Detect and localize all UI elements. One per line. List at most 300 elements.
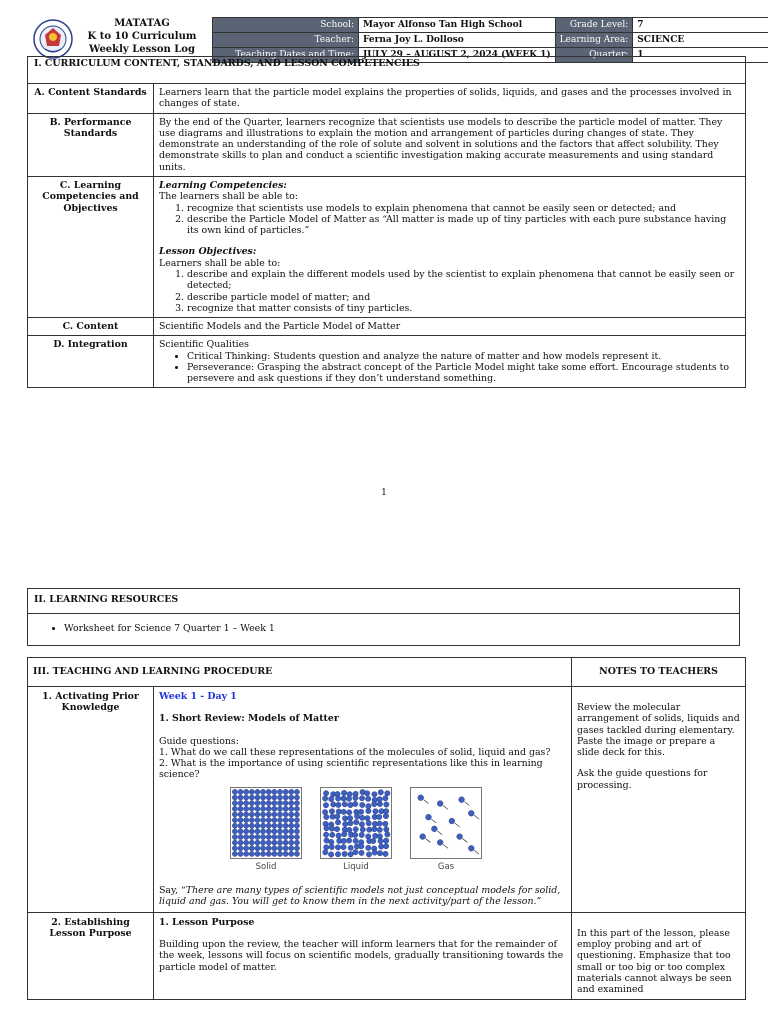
- particle: [336, 809, 341, 814]
- particle: [323, 849, 328, 854]
- particle: [378, 789, 383, 794]
- particle: [232, 806, 237, 811]
- particle: [272, 828, 277, 833]
- competencies-label: C. Learning Competencies and Objectives: [28, 176, 154, 317]
- particle: [365, 796, 370, 801]
- particle: [272, 851, 277, 856]
- particle: [366, 820, 371, 825]
- solid-particles-image: [230, 787, 302, 859]
- particle: [294, 789, 299, 794]
- particle: [383, 851, 388, 856]
- matter-models-figure: [230, 787, 566, 872]
- learning-resources-box: [27, 588, 740, 646]
- particle: [249, 845, 254, 850]
- particle: [371, 801, 376, 806]
- motion-arrow: [431, 819, 436, 823]
- particle: [294, 834, 299, 839]
- particle: [329, 839, 334, 844]
- particle: [341, 844, 346, 849]
- particle: [255, 789, 260, 794]
- gas-caption: Gas: [437, 861, 455, 872]
- dates-value: JULY 29 – AUGUST 2, 2024 (WEEK 1): [359, 48, 556, 63]
- particle: [348, 851, 353, 856]
- particle: [277, 823, 282, 828]
- grade-level-value: 7: [633, 18, 768, 33]
- particle: [359, 832, 364, 837]
- particle: [348, 820, 353, 825]
- particle: [249, 800, 254, 805]
- particle: [238, 789, 243, 794]
- motion-arrow: [474, 850, 479, 854]
- particle: [377, 801, 382, 806]
- lo-intro: Learners shall be able to:: [159, 257, 281, 269]
- particle: [238, 817, 243, 822]
- particle: [342, 801, 347, 806]
- particle: [272, 834, 277, 839]
- particle: [272, 845, 277, 850]
- particle: [377, 833, 382, 838]
- particle: [341, 838, 346, 843]
- particle: [232, 823, 237, 828]
- particle: [249, 812, 254, 817]
- particle: [353, 801, 358, 806]
- particle: [260, 828, 265, 833]
- particle: [323, 790, 328, 795]
- particle: [238, 795, 243, 800]
- particle: [255, 800, 260, 805]
- liquid-caption: Liquid: [343, 861, 369, 872]
- review-heading: 1. Short Review: Models of Matter: [159, 713, 339, 725]
- particle: [289, 851, 294, 856]
- particle: [449, 818, 455, 824]
- deped-seal: [33, 19, 73, 59]
- particle: [426, 814, 432, 820]
- lesson-purpose-label: 2. Establishing Lesson Purpose: [28, 912, 154, 1000]
- particle: [323, 802, 328, 807]
- particle: [238, 828, 243, 833]
- particle: [272, 817, 277, 822]
- content-standards-label: A. Content Standards: [28, 84, 154, 114]
- say-statement: [159, 885, 566, 908]
- particle: [232, 845, 237, 850]
- particle: [334, 826, 339, 831]
- title-line: MATATAG: [114, 18, 170, 29]
- particle: [294, 828, 299, 833]
- particle: [354, 819, 359, 824]
- particle: [266, 795, 271, 800]
- particle: [346, 837, 351, 842]
- activating-cell: [154, 687, 572, 913]
- particle: [277, 817, 282, 822]
- particle: [283, 806, 288, 811]
- notes-title: NOTES TO TEACHERS: [572, 658, 746, 687]
- particle: [330, 832, 335, 837]
- particle: [385, 790, 390, 795]
- particle: [244, 789, 249, 794]
- particle: [232, 834, 237, 839]
- particle: [354, 813, 359, 818]
- particle: [289, 812, 294, 817]
- guide-title: Guide questions:: [159, 735, 239, 747]
- particle: [342, 851, 347, 856]
- particle: [289, 806, 294, 811]
- particle: [272, 789, 277, 794]
- lc-intro: The learners shall be able to:: [159, 191, 298, 203]
- particle: [244, 823, 249, 828]
- particle: [383, 838, 388, 843]
- particle: [289, 823, 294, 828]
- particle: [232, 851, 237, 856]
- section2-title: II. LEARNING RESOURCES: [28, 589, 739, 614]
- particle: [328, 851, 333, 856]
- particle: [277, 795, 282, 800]
- particle: [377, 814, 382, 819]
- particle: [238, 840, 243, 845]
- particle: [383, 821, 388, 826]
- particle: [244, 851, 249, 856]
- particle: [249, 828, 254, 833]
- particle: [255, 806, 260, 811]
- particle: [272, 812, 277, 817]
- particle: [324, 814, 329, 819]
- particle: [329, 844, 334, 849]
- content-standards-text: Learners learn that the particle model explains the properties of solids, liquids, and gases and the processes involved in changes of state.: [154, 84, 746, 114]
- particle: [343, 821, 348, 826]
- particle: [260, 823, 265, 828]
- particle: [260, 812, 265, 817]
- activating-notes: [572, 687, 746, 913]
- particle: [260, 834, 265, 839]
- particle: [249, 851, 254, 856]
- particle: [266, 828, 271, 833]
- particle: [260, 840, 265, 845]
- learning-area-value: SCIENCE: [633, 33, 768, 48]
- particle: [277, 812, 282, 817]
- particle: [289, 840, 294, 845]
- teacher-value: Ferna Joy L. Dolloso: [359, 33, 556, 48]
- particle: [283, 851, 288, 856]
- particle: [277, 851, 282, 856]
- particle: [266, 812, 271, 817]
- performance-standards-label: B. Performance Standards: [28, 113, 154, 176]
- school-value: Mayor Alfonso Tan High School: [359, 18, 556, 33]
- particle: [244, 834, 249, 839]
- particle: [377, 827, 382, 832]
- motion-arrow: [426, 838, 431, 842]
- dates-label: Teaching Dates and Time:: [213, 48, 359, 63]
- particle: [294, 812, 299, 817]
- motion-arrow: [455, 823, 460, 827]
- page-number: 1: [381, 488, 387, 498]
- particle: [289, 828, 294, 833]
- particle: [249, 789, 254, 794]
- particle: [294, 823, 299, 828]
- particle: [353, 849, 358, 854]
- particle: [342, 831, 347, 836]
- particle: [255, 817, 260, 822]
- procedure-table: [27, 657, 746, 1000]
- particle: [431, 826, 437, 832]
- particle: [283, 845, 288, 850]
- particle: [249, 806, 254, 811]
- gas-model: [410, 787, 482, 872]
- lesson-purpose-notes: [572, 912, 746, 1000]
- competencies-cell: [154, 176, 746, 317]
- particle: [238, 800, 243, 805]
- particle: [346, 796, 351, 801]
- particle: [266, 823, 271, 828]
- particle: [283, 823, 288, 828]
- particle: [366, 808, 371, 813]
- particle: [244, 840, 249, 845]
- particle: [232, 789, 237, 794]
- particle: [255, 840, 260, 845]
- particle: [360, 827, 365, 832]
- integration-item: • Perseverance: Grasping the abstract concept of the Particle Model might take some effort. Encourage students to persevere and ask questions if they don’t understand something.: [187, 362, 740, 385]
- quarter-value: 1: [633, 48, 768, 63]
- particle: [323, 832, 328, 837]
- particle: [437, 800, 443, 806]
- particle: [249, 834, 254, 839]
- particle: [353, 826, 358, 831]
- particle: [324, 844, 329, 849]
- particle: [232, 817, 237, 822]
- particle: [266, 845, 271, 850]
- particle: [457, 833, 463, 839]
- motion-arrow: [443, 805, 448, 809]
- note-review: Review the molecular arrangement of solids, liquids and gases tackled during elementary. Paste the image or prepare a slide deck for this.: [577, 702, 740, 759]
- particle: [277, 806, 282, 811]
- performance-standards-text: By the end of the Quarter, learners recognize that scientists use models to describe the particle model of matter. They use diagrams and illustrations to explain the motion and arrangement of particles during changes of state. They demonstrate an understanding of the role of solute and solvent in solutions and the factors that affect solubility. They demonstrate skills to plan and conduct a scientific investigation making accurate measurements and using standard units.: [154, 113, 746, 176]
- particle: [238, 845, 243, 850]
- particle: [244, 828, 249, 833]
- particle: [359, 850, 364, 855]
- motion-arrow: [437, 830, 442, 834]
- particle: [277, 789, 282, 794]
- lo-item: 3. recognize that matter consists of tiny particles.: [187, 303, 740, 314]
- particle: [238, 823, 243, 828]
- note-probing: In this part of the lesson, please employ probing and art of questioning. Emphasize that too small or too big or too complex materials cannot always be seen and examined: [577, 927, 732, 996]
- particle: [341, 795, 346, 800]
- day-label: Week 1 - Day 1: [159, 691, 237, 702]
- grade-level-label: Grade Level:: [555, 18, 633, 33]
- particle: [324, 825, 329, 830]
- particle: [266, 851, 271, 856]
- particle: [359, 802, 364, 807]
- particle: [260, 817, 265, 822]
- particle: [322, 795, 327, 800]
- particle: [336, 833, 341, 838]
- particle: [359, 815, 364, 820]
- particle: [277, 845, 282, 850]
- lo-title: Lesson Objectives:: [159, 246, 257, 258]
- particle: [266, 834, 271, 839]
- particle: [328, 796, 333, 801]
- particle: [359, 821, 364, 826]
- particle: [289, 817, 294, 822]
- particle: [232, 828, 237, 833]
- resource-item: • Worksheet for Science 7 Quarter 1 – Week 1: [64, 623, 739, 634]
- lc-item: 2. describe the Particle Model of Matter as “All matter is made up of tiny particles with each pure substance having its own kind of particles.”: [187, 214, 740, 237]
- particle: [352, 832, 357, 837]
- particle: [277, 840, 282, 845]
- gas-particles-image: [410, 787, 482, 859]
- integration-item: • Critical Thinking: Students question and analyze the nature of matter and how models represent it.: [187, 351, 740, 362]
- particle: [420, 833, 426, 839]
- particle: [335, 795, 340, 800]
- particle: [283, 817, 288, 822]
- particle: [459, 796, 465, 802]
- particle: [249, 817, 254, 822]
- particle: [294, 800, 299, 805]
- particle: [232, 800, 237, 805]
- particle: [346, 809, 351, 814]
- particle: [335, 851, 340, 856]
- section1-title: I. CURRICULUM CONTENT, STANDARDS, AND LESSON COMPETENCIES: [34, 58, 420, 69]
- particle: [232, 840, 237, 845]
- particle: [238, 834, 243, 839]
- particle: [238, 812, 243, 817]
- particle: [260, 795, 265, 800]
- particle: [289, 795, 294, 800]
- curriculum-title: [72, 17, 212, 56]
- integration-label: D. Integration: [28, 336, 154, 388]
- particle: [255, 795, 260, 800]
- particle: [283, 840, 288, 845]
- particle: [366, 845, 371, 850]
- particle: [341, 809, 346, 814]
- particle: [255, 851, 260, 856]
- particle: [255, 823, 260, 828]
- particle: [294, 851, 299, 856]
- particle: [249, 795, 254, 800]
- particle: [272, 795, 277, 800]
- liquid-model: [320, 787, 392, 872]
- particle: [272, 806, 277, 811]
- lesson-purpose-cell: [154, 912, 572, 1000]
- particle: [272, 840, 277, 845]
- activating-label: 1. Activating Prior Knowledge: [28, 687, 154, 913]
- particle: [378, 838, 383, 843]
- content-text: Scientific Models and the Particle Model of Matter: [154, 318, 746, 336]
- particle: [260, 800, 265, 805]
- particle: [289, 845, 294, 850]
- particle: [353, 795, 358, 800]
- particle: [283, 800, 288, 805]
- particle: [383, 795, 388, 800]
- particle: [294, 795, 299, 800]
- lo-item: 2. describe particle model of matter; and: [187, 292, 740, 303]
- particle: [244, 800, 249, 805]
- particle: [260, 806, 265, 811]
- lesson-purpose-heading: 1. Lesson Purpose: [159, 916, 255, 928]
- particle: [238, 806, 243, 811]
- particle: [272, 800, 277, 805]
- particle: [359, 843, 364, 848]
- teacher-label: Teacher:: [213, 33, 359, 48]
- lc-title: Learning Competencies:: [159, 179, 287, 191]
- particle: [385, 831, 390, 836]
- particle: [335, 814, 340, 819]
- integration-cell: [154, 336, 746, 388]
- particle: [255, 845, 260, 850]
- particle: [372, 791, 377, 796]
- particle: [266, 789, 271, 794]
- particle: [244, 845, 249, 850]
- guide-question-2: 2. What is the importance of using scientific representations like this in learning science?: [159, 758, 543, 781]
- particle: [255, 812, 260, 817]
- particle: [468, 845, 474, 851]
- particle: [335, 819, 340, 824]
- particle: [260, 845, 265, 850]
- particle: [266, 817, 271, 822]
- particle: [336, 802, 341, 807]
- lc-item: 1. recognize that scientists use models to explain phenomena that cannot be easily seen or detected; and: [187, 203, 740, 214]
- particle: [383, 813, 388, 818]
- particle: [347, 815, 352, 820]
- particle: [468, 810, 474, 816]
- motion-arrow: [424, 799, 429, 803]
- particle: [283, 795, 288, 800]
- motion-arrow: [443, 844, 448, 848]
- lesson-purpose-text: Building upon the review, the teacher will inform learners that for the remainder of the week, lessons will focus on scientific models, gradually transitioning towards the particle model of matter.: [159, 939, 564, 973]
- solid-caption: Solid: [255, 861, 277, 872]
- motion-arrow: [463, 838, 468, 842]
- particle: [255, 834, 260, 839]
- title-line: K to 10 Curriculum: [87, 31, 197, 42]
- particle: [283, 812, 288, 817]
- particle: [353, 838, 358, 843]
- particle: [294, 817, 299, 822]
- particle: [372, 850, 377, 855]
- particle: [289, 800, 294, 805]
- particle: [342, 815, 347, 820]
- quarter-label: Quarter:: [555, 48, 633, 63]
- particle: [384, 802, 389, 807]
- particle: [418, 794, 424, 800]
- particle: [365, 815, 370, 820]
- particle: [255, 828, 260, 833]
- content-label: C. Content: [28, 318, 154, 336]
- particle: [249, 840, 254, 845]
- particle: [294, 845, 299, 850]
- particle: [283, 789, 288, 794]
- particle: [277, 834, 282, 839]
- particle: [260, 789, 265, 794]
- particle: [283, 828, 288, 833]
- lo-item: 1. describe and explain the different models used by the scientist to explain phenomena that cannot be easily seen or detected;: [187, 269, 740, 292]
- particle: [366, 803, 371, 808]
- particle: [329, 808, 334, 813]
- particle: [289, 789, 294, 794]
- note-guide: Ask the guide questions for processing.: [577, 768, 708, 791]
- particle: [329, 826, 334, 831]
- school-label: School:: [213, 18, 359, 33]
- particle: [266, 840, 271, 845]
- particle: [348, 845, 353, 850]
- particle: [371, 838, 376, 843]
- particle: [266, 806, 271, 811]
- say-quote: “There are many types of scientific models not just conceptual models for solid, liquid and gas. You will get to know them in the next activity/part of the lesson.”: [159, 885, 561, 908]
- particle: [383, 808, 388, 813]
- say-prefix: Say,: [159, 885, 182, 897]
- particle: [277, 828, 282, 833]
- particle: [331, 801, 336, 806]
- particle: [283, 834, 288, 839]
- particle: [341, 790, 346, 795]
- section1-title-bar: [27, 56, 746, 84]
- particle: [232, 795, 237, 800]
